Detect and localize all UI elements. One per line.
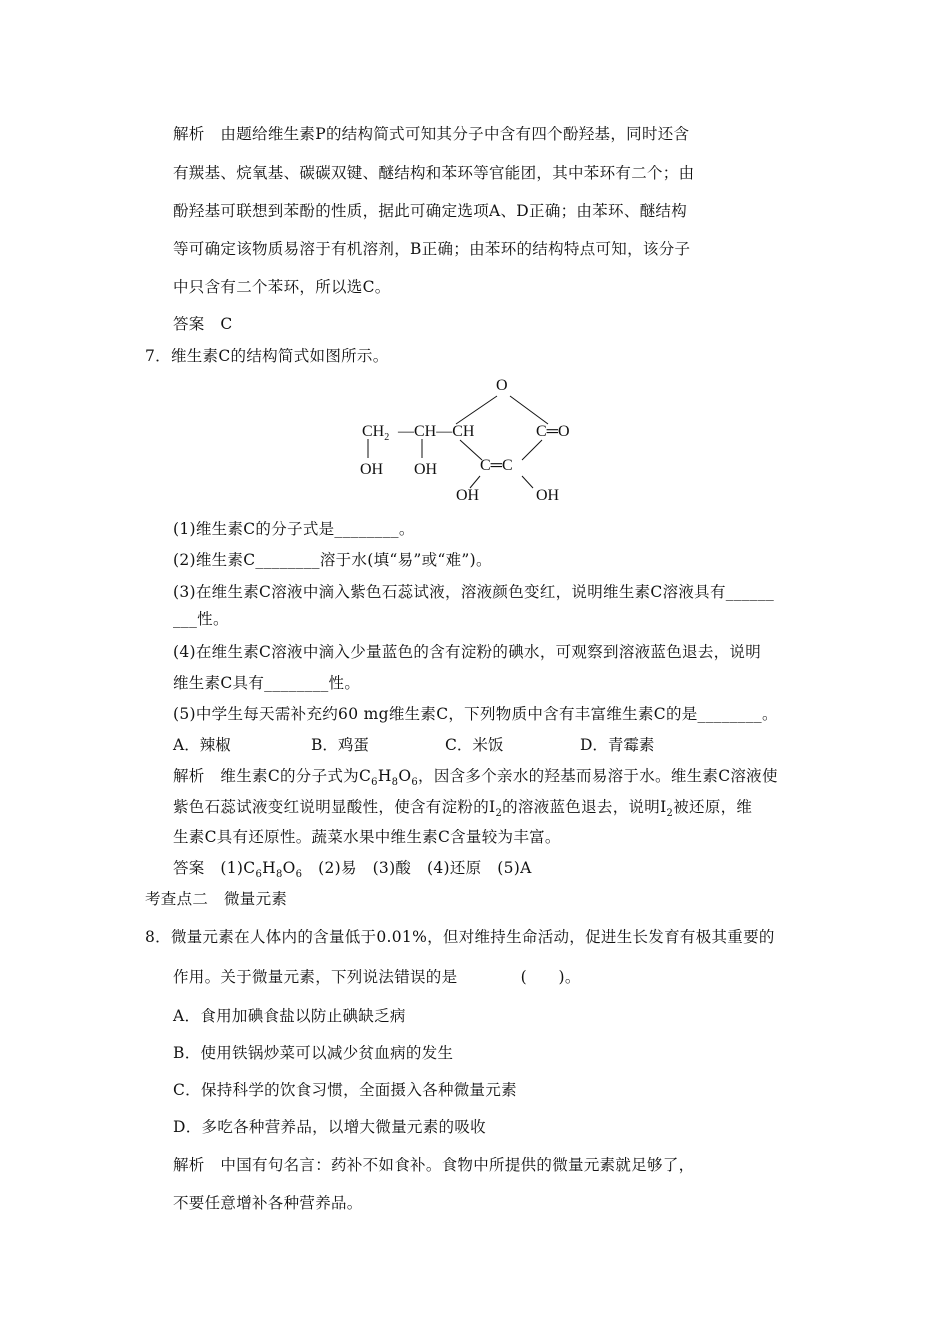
section-heading: 考查点二 微量元素 xyxy=(145,890,288,908)
q7-analysis-line-3: 生素C具有还原性。蔬菜水果中维生素C含量较为丰富。 xyxy=(173,828,561,846)
q8-analysis-line-1: 解析 中国有句名言：药补不如食补。食物中所提供的微量元素就足够了， xyxy=(173,1156,695,1174)
q8-stem-2: 作用。关于微量元素，下列说法错误的是 ( )。 xyxy=(173,968,581,986)
atom-oh-1: OH xyxy=(360,461,384,478)
q7-sub-5: (5)中学生每天需补充约60 mg维生素C，下列物质中含有丰富维生素C的是________。 xyxy=(173,705,778,723)
q7-option-b: B．鸡蛋 xyxy=(311,736,369,754)
q7-sub-3: (3)在维生素C溶液中滴入紫色石蕊试液，溶液颜色变红，说明维生素C溶液具有______ xyxy=(173,583,775,601)
q8-option-a: A．食用加碘食盐以防止碘缺乏病 xyxy=(173,1007,406,1025)
vitamin-c-structure xyxy=(352,372,592,512)
q6-analysis-line-4: 等可确定该物质易溶于有机溶剂，B正确；由苯环的结构特点可知，该分子 xyxy=(173,240,691,258)
q6-analysis-line-1: 解析 由题给维生素P的结构简式可知其分子中含有四个酚羟基，同时还含 xyxy=(173,125,690,143)
q7-analysis-line-2: 紫色石蕊试液变红说明显酸性，使含有淀粉的$I_2$的溶液蓝色退去，说明$I_2$被还原，维 xyxy=(173,798,753,820)
q7-sub-3-cont: ___性。 xyxy=(173,610,229,628)
q7-option-c: C．米饭 xyxy=(445,736,504,754)
q7-answer: 答案 $(1)C_6H_8O_6$ (2)易 (3)酸 (4)还原 (5)A xyxy=(173,859,532,881)
q6-analysis-line-5: 中只含有二个苯环，所以选C。 xyxy=(173,278,391,296)
atom-c-c: C═C xyxy=(480,457,513,474)
q6-analysis-line-3: 酚羟基可联想到苯酚的性质，据此可确定选项A、D正确；由苯环、醚结构 xyxy=(173,202,688,220)
analysis-label: 解析 xyxy=(173,767,205,785)
q6-answer: 答案 C xyxy=(173,315,233,333)
q8-option-c: C．保持科学的饮食习惯，全面摄入各种微量元素 xyxy=(173,1081,517,1099)
q7-sub-4-cont: 维生素C具有________性。 xyxy=(173,674,361,692)
q8-option-b: B．使用铁锅炒菜可以减少贫血病的发生 xyxy=(173,1044,454,1062)
q8-stem-1: 8．微量元素在人体内的含量低于0.01%，但对维持生命活动，促进生长发育有极其重要的 xyxy=(145,928,775,946)
atom-o-ring: O xyxy=(496,377,508,394)
analysis-label: 解析 xyxy=(173,125,205,143)
q8-analysis-line-2: 不要任意增补各种营养品。 xyxy=(173,1194,363,1212)
atom-ch2: $CH_2$ xyxy=(362,423,390,443)
q7-sub-4: (4)在维生素C溶液中滴入少量蓝色的含有淀粉的碘水，可观察到溶液蓝色退去，说明 xyxy=(173,643,762,661)
atom-oh-4: OH xyxy=(536,487,560,504)
atom-oh-2: OH xyxy=(414,461,438,478)
q7-sub-2: (2)维生素C________溶于水(填“易”或“难”)。 xyxy=(173,551,492,569)
analysis-label: 解析 xyxy=(173,1156,205,1174)
atom-oh-3: OH xyxy=(456,487,480,504)
q7-stem: 7．维生素C的结构简式如图所示。 xyxy=(145,347,389,365)
q7-analysis-line-1: 解析 维生素C的分子式为$C_6H_8O_6$，因含多个亲水的羟基而易溶于水。维生素C溶液使 xyxy=(173,767,778,789)
q6-analysis-line-2: 有羰基、烷氧基、碳碳双键、醚结构和苯环等官能团，其中苯环有二个；由 xyxy=(173,164,695,182)
q7-option-d: D．青霉素 xyxy=(580,736,655,754)
q8-option-d: D．多吃各种营养品，以增大微量元素的吸收 xyxy=(173,1118,486,1136)
q7-sub-1: (1)维生素C的分子式是________。 xyxy=(173,520,415,538)
atom-ch-ch: —CH—CH xyxy=(398,423,475,440)
atom-c-o: C═O xyxy=(536,423,570,440)
q7-option-a: A．辣椒 xyxy=(173,736,231,754)
